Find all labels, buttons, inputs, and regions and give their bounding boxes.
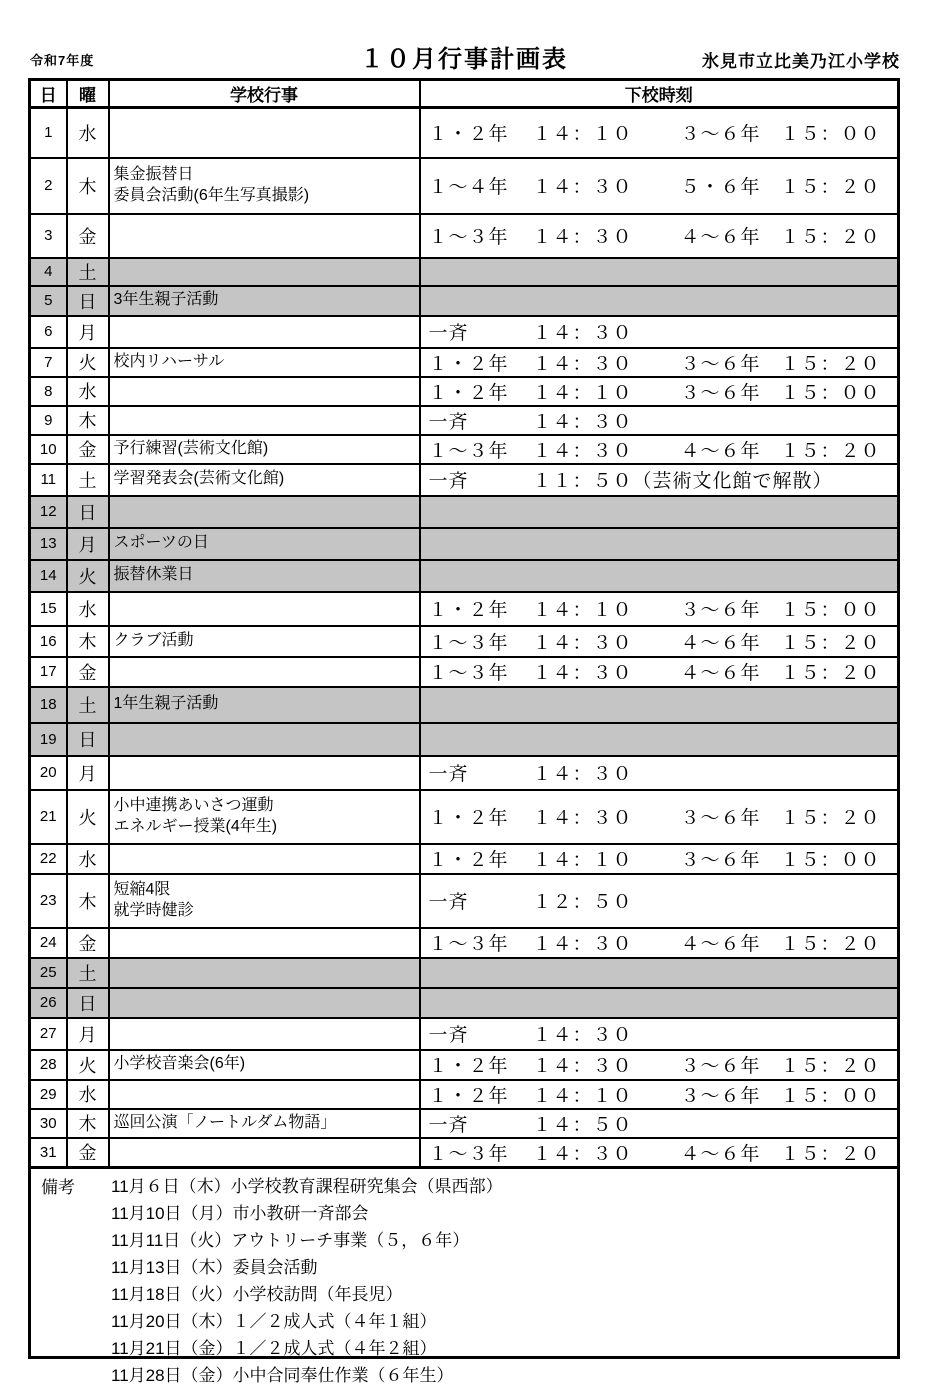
dismissal-group1-time: １４：３０ [532,411,633,433]
dismissal-cell [420,592,899,626]
dismissal-group1-time: １４：３０ [532,323,633,344]
schedule-row [30,406,899,435]
dismissal-cell [420,1080,899,1109]
schedule-row [30,464,899,496]
dismissal-group2-time: １５：００ [780,124,881,146]
dismissal-cell [420,377,899,406]
dismissal-cell [420,626,899,657]
dismissal-cell [420,496,899,528]
page-header [28,38,900,76]
day-cell: 23 [30,874,67,928]
dismissal-cell [420,560,899,592]
col-header-weekday: 曜 [67,80,109,108]
dismissal-group2-label: ４～６年 [680,632,761,654]
dismissal-group2-time: １５：２０ [780,632,881,654]
day-cell: 16 [30,626,67,657]
day-cell: 7 [30,348,67,377]
dismissal-group2-label: ３～６年 [680,1085,761,1107]
weekday-cell: 木 [67,874,109,928]
weekday-cell: 火 [67,348,109,377]
schedule-row [30,286,899,316]
remark-line: 11月21日（金）１／２成人式（４年２組） [111,1339,437,1358]
day-cell: 25 [30,958,67,988]
dismissal-group1-label: １・２年 [428,1056,509,1077]
dismissal-group1-time: １１：５０ [532,471,633,492]
event-cell [109,723,420,756]
dismissal-group2-time: １５：２０ [780,440,881,462]
dismissal-group1-label: １・２年 [428,850,509,871]
day-cell: 27 [30,1018,67,1050]
day-cell: 24 [30,928,67,958]
dismissal-cell [420,286,899,316]
dismissal-group1-time: １４：３０ [532,1143,633,1165]
schedule-row [30,528,899,560]
day-cell: 9 [30,406,67,435]
event-cell [109,406,420,435]
remark-line: 11月20日（木）１／２成人式（４年１組） [111,1312,437,1331]
dismissal-group2-time: １５：００ [780,382,881,404]
dismissal-group1-time: １４：３０ [532,764,633,785]
schedule-row [30,377,899,406]
event-line: 小中連携あいさつ運動 [113,796,274,814]
weekday-cell: 木 [67,406,109,435]
day-cell: 6 [30,316,67,348]
weekday-cell: 月 [67,1018,109,1050]
weekday-cell: 土 [67,258,109,286]
event-line: 1年生親子活動 [113,695,219,713]
dismissal-cell [420,214,899,258]
event-cell [109,626,420,657]
weekday-cell: 月 [67,756,109,790]
weekday-cell: 日 [67,988,109,1018]
dismissal-group2-time: １５：２０ [780,663,881,684]
dismissal-group1-time: １４：３０ [532,808,633,829]
remark-line: 11月10日（月）市小教研一斉部会 [111,1204,369,1223]
event-cell [109,316,420,348]
event-line: 就学時健診 [113,901,194,919]
dismissal-group1-label: １～３年 [428,227,509,248]
dismissal-cell [420,406,899,435]
weekday-cell: 火 [67,560,109,592]
dismissal-group1-label: １～３年 [428,632,509,654]
day-cell: 12 [30,496,67,528]
table-header-row [30,80,899,108]
dismissal-group1-time: １４：１０ [532,600,633,621]
schedule-row [30,1138,899,1168]
dismissal-group1-label: 一斉 [428,411,469,433]
schedule-table-body [30,108,899,1168]
dismissal-group2-label: ４～６年 [680,663,761,684]
schedule-table-wrap [28,78,900,1385]
weekday-cell: 月 [67,528,109,560]
dismissal-group1-label: １～３年 [428,934,509,955]
event-line: 学習発表会(芸術文化館) [113,470,285,488]
weekday-cell: 土 [67,687,109,723]
dismissal-group2-label: ３～６年 [680,808,761,829]
day-cell: 28 [30,1050,67,1080]
schedule-row [30,1018,899,1050]
weekday-cell: 水 [67,592,109,626]
dismissal-cell [420,158,899,214]
event-cell [109,928,420,958]
event-cell [109,258,420,286]
schedule-row [30,928,899,958]
dismissal-group2-label: ５・６年 [680,177,761,198]
remarks-box [28,1169,900,1385]
day-cell: 19 [30,723,67,756]
dismissal-group1-time: １４：１０ [532,382,633,404]
fiscal-year-label: 令和7年度 [30,53,95,68]
dismissal-group1-time: １４：３０ [532,632,633,654]
remark-line: 11月18日（火）小学校訪問（年長児） [111,1285,403,1304]
dismissal-group2-label: ３～６年 [680,353,761,375]
dismissal-group1-label: 一斉 [428,764,469,785]
dismissal-group1-label: 一斉 [428,1025,469,1046]
dismissal-cell [420,1018,899,1050]
dismissal-group2-time: １５：２０ [780,227,881,248]
dismissal-group1-label: 一斉 [428,892,469,913]
col-header-event: 学校行事 [109,80,420,108]
dismissal-group1-time: １４：３０ [532,934,633,955]
event-cell [109,158,420,214]
day-cell: 22 [30,844,67,874]
event-line: クラブ活動 [113,631,194,649]
day-cell: 13 [30,528,67,560]
dismissal-group2-time: １５：２０ [780,1056,881,1077]
dismissal-group1-time: １４：１０ [532,124,633,146]
schedule-row [30,874,899,928]
weekday-cell: 木 [67,158,109,214]
event-cell [109,874,420,928]
dismissal-group2-label: ４～６年 [680,1143,761,1165]
dismissal-cell [420,435,899,464]
schedule-row [30,560,899,592]
dismissal-group2-time: １５：２０ [780,177,881,198]
day-cell: 20 [30,756,67,790]
dismissal-group1-label: １～３年 [428,1143,509,1165]
dismissal-cell [420,756,899,790]
dismissal-cell [420,844,899,874]
event-line: 校内リハーサル [113,352,225,370]
dismissal-group2-label: ４～６年 [680,934,761,955]
dismissal-group1-time: １２：５０ [532,892,633,913]
dismissal-group1-label: １・２年 [428,1085,509,1107]
event-cell [109,958,420,988]
dismissal-group1-label: １・２年 [428,124,509,146]
event-cell [109,1109,420,1138]
weekday-cell: 月 [67,316,109,348]
event-cell [109,790,420,844]
schedule-row [30,316,899,348]
dismissal-group1-label: １・２年 [428,353,509,375]
weekday-cell: 水 [67,377,109,406]
event-line: 予行練習(芸術文化館) [113,439,269,457]
weekday-cell: 金 [67,657,109,687]
weekday-cell: 日 [67,286,109,316]
dismissal-group2-time: １５：００ [780,600,881,621]
event-line: 振替休業日 [113,566,194,584]
schedule-row [30,1080,899,1109]
dismissal-cell [420,988,899,1018]
dismissal-group1-time: １４：１０ [532,850,633,871]
event-cell [109,108,420,158]
day-cell: 3 [30,214,67,258]
schedule-row [30,958,899,988]
dismissal-group1-time: １４：３０ [532,353,633,375]
dismissal-cell [420,928,899,958]
dismissal-group1-label: １・２年 [428,600,509,621]
dismissal-group1-time: １４：３０ [532,663,633,684]
col-header-day: 日 [30,80,67,108]
dismissal-group2-time: １５：２０ [780,353,881,375]
day-cell: 5 [30,286,67,316]
dismissal-group1-label: １・２年 [428,382,509,404]
event-cell [109,560,420,592]
dismissal-cell [420,958,899,988]
dismissal-group2-time: １５：２０ [780,934,881,955]
schedule-row [30,657,899,687]
event-cell [109,657,420,687]
dismissal-group2-label: ３～６年 [680,1056,761,1077]
remarks-label: 備考 [41,1178,75,1197]
dismissal-cell [420,657,899,687]
event-cell [109,464,420,496]
dismissal-cell [420,687,899,723]
dismissal-cell [420,1050,899,1080]
day-cell: 26 [30,988,67,1018]
weekday-cell: 火 [67,1050,109,1080]
day-cell: 15 [30,592,67,626]
event-cell [109,435,420,464]
weekday-cell: 水 [67,1080,109,1109]
event-line: 委員会活動(6年生写真撮影) [113,186,310,204]
dismissal-cell [420,464,899,496]
dismissal-group2-label: ３～６年 [680,600,761,621]
weekday-cell: 金 [67,214,109,258]
weekday-cell: 日 [67,496,109,528]
weekday-cell: 水 [67,844,109,874]
schedule-row [30,158,899,214]
event-line: 短縮4限 [113,880,171,898]
event-line: 集金振替日 [113,165,194,183]
schedule-row [30,348,899,377]
dismissal-group2-time: １５：００ [780,850,881,871]
schedule-row [30,496,899,528]
event-cell [109,756,420,790]
schedule-row [30,723,899,756]
remark-line: 11月６日（木）小学校教育課程研究集会（県西部） [111,1177,503,1196]
event-cell [109,377,420,406]
remark-line: 11月11日（火）アウトリーチ事業（５，６年） [111,1231,470,1250]
schedule-row [30,844,899,874]
schedule-row [30,1109,899,1138]
event-cell [109,214,420,258]
dismissal-group2-label: ４～６年 [680,440,761,462]
dismissal-group1-label: 一斉 [428,1114,469,1136]
dismissal-group1-label: 一斉 [428,323,469,344]
event-cell [109,348,420,377]
dismissal-group1-time: １４：３０ [532,177,633,198]
dismissal-cell [420,874,899,928]
schedule-row [30,214,899,258]
weekday-cell: 火 [67,790,109,844]
dismissal-group1-label: １・２年 [428,808,509,829]
remark-line: 11月28日（金）小中合同奉仕作業（６年生） [111,1366,454,1385]
schedule-row [30,108,899,158]
school-name: 氷見市立比美乃江小学校 [702,52,900,71]
dismissal-group1-label: １～４年 [428,177,509,198]
dismissal-note: （芸術文化館で解散） [632,471,833,492]
schedule-row [30,687,899,723]
weekday-cell: 土 [67,958,109,988]
day-cell: 8 [30,377,67,406]
weekday-cell: 金 [67,435,109,464]
day-cell: 10 [30,435,67,464]
weekday-cell: 金 [67,928,109,958]
weekday-cell: 木 [67,1109,109,1138]
weekday-cell: 日 [67,723,109,756]
dismissal-cell [420,790,899,844]
dismissal-group1-time: １４：１０ [532,1085,633,1107]
remarks-lines [111,1169,503,1389]
event-cell [109,528,420,560]
day-cell: 4 [30,258,67,286]
dismissal-group1-time: １４：３０ [532,1056,633,1077]
event-cell [109,844,420,874]
day-cell: 30 [30,1109,67,1138]
event-line: エネルギー授業(4年生) [113,817,278,835]
dismissal-cell [420,528,899,560]
event-cell [109,687,420,723]
dismissal-group1-label: １～３年 [428,663,509,684]
event-cell [109,988,420,1018]
weekday-cell: 水 [67,108,109,158]
dismissal-group1-label: １～３年 [428,440,509,462]
day-cell: 17 [30,657,67,687]
event-line: 巡回公演「ノートルダム物語」 [113,1113,337,1131]
dismissal-group2-label: ３～６年 [680,382,761,404]
schedule-row [30,626,899,657]
weekday-cell: 金 [67,1138,109,1168]
dismissal-cell [420,258,899,286]
event-cell [109,1018,420,1050]
event-cell [109,592,420,626]
schedule-table [28,78,900,1169]
day-cell: 14 [30,560,67,592]
dismissal-group1-time: １４：５０ [532,1114,633,1136]
dismissal-cell [420,348,899,377]
remark-line: 11月13日（木）委員会活動 [111,1258,318,1277]
day-cell: 31 [30,1138,67,1168]
dismissal-group1-label: 一斉 [428,471,469,492]
event-line: スポーツの日 [113,534,209,552]
dismissal-cell [420,108,899,158]
dismissal-group1-time: １４：３０ [532,227,633,248]
schedule-row [30,790,899,844]
dismissal-cell [420,723,899,756]
page-title: １０月行事計画表 [360,46,568,73]
dismissal-group2-label: ３～６年 [680,124,761,146]
dismissal-cell [420,1109,899,1138]
dismissal-group2-label: ３～６年 [680,850,761,871]
day-cell: 18 [30,687,67,723]
event-cell [109,496,420,528]
dismissal-group2-label: ４～６年 [680,227,761,248]
day-cell: 2 [30,158,67,214]
day-cell: 1 [30,108,67,158]
col-header-dismissal: 下校時刻 [420,80,899,108]
dismissal-group2-time: １５：００ [780,1085,881,1107]
event-line: 小学校音楽会(6年) [113,1055,246,1073]
event-cell [109,1050,420,1080]
schedule-row [30,258,899,286]
event-cell [109,1138,420,1168]
dismissal-group1-time: １４：３０ [532,1025,633,1046]
schedule-row [30,592,899,626]
weekday-cell: 土 [67,464,109,496]
dismissal-group2-time: １５：２０ [780,1143,881,1165]
schedule-row [30,756,899,790]
dismissal-cell [420,316,899,348]
event-cell [109,286,420,316]
weekday-cell: 木 [67,626,109,657]
schedule-row [30,988,899,1018]
day-cell: 11 [30,464,67,496]
dismissal-cell [420,1138,899,1168]
event-cell [109,1080,420,1109]
event-line: 3年生親子活動 [113,291,219,309]
day-cell: 21 [30,790,67,844]
schedule-row [30,435,899,464]
day-cell: 29 [30,1080,67,1109]
schedule-row [30,1050,899,1080]
dismissal-group1-time: １４：３０ [532,440,633,462]
dismissal-group2-time: １５：２０ [780,808,881,829]
